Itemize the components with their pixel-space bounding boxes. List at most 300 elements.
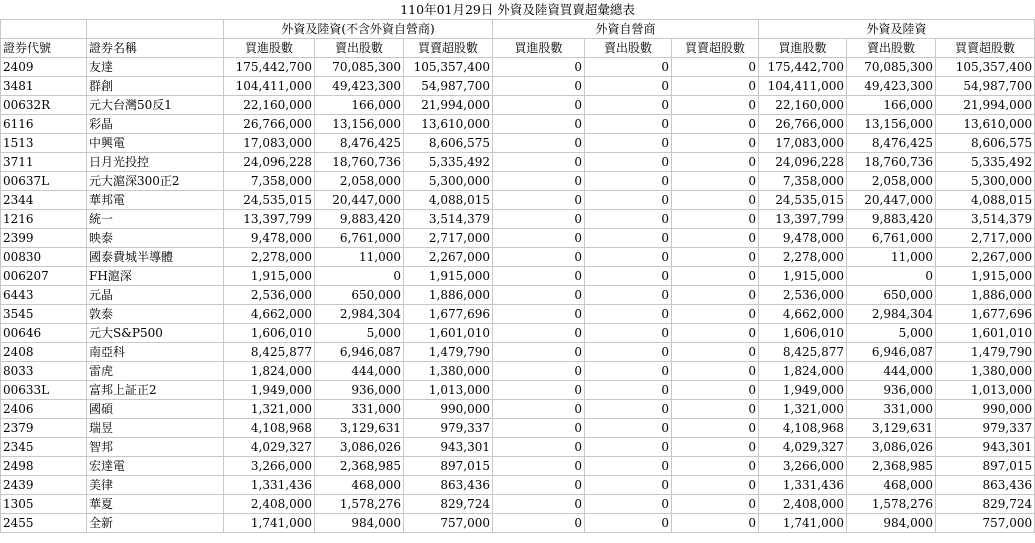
cell-net-foreign-ex-dealer: 829,724 — [404, 495, 493, 514]
cell-name: 宏達電 — [87, 457, 224, 476]
cell-sell-foreign-total: 49,423,300 — [847, 77, 936, 96]
cell-sell-foreign-ex-dealer: 0 — [315, 267, 404, 286]
header-name: 證券名稱 — [87, 39, 224, 58]
cell-sell-foreign-ex-dealer: 166,000 — [315, 96, 404, 115]
cell-buy-foreign-ex-dealer: 1,606,010 — [224, 324, 315, 343]
cell-buy-foreign-dealer: 0 — [493, 58, 585, 77]
cell-sell-foreign-ex-dealer: 8,476,425 — [315, 134, 404, 153]
cell-sell-foreign-ex-dealer: 2,368,985 — [315, 457, 404, 476]
table-row — [1, 286, 1035, 305]
cell-name: 群創 — [87, 77, 224, 96]
cell-sell-foreign-dealer: 0 — [585, 267, 672, 286]
cell-name: 南亞科 — [87, 343, 224, 362]
table-row — [1, 438, 1035, 457]
cell-code: 6443 — [1, 286, 87, 305]
table-row — [1, 77, 1035, 96]
column-header-row — [1, 39, 1035, 58]
table-body — [1, 58, 1035, 533]
cell-name: 富邦上証正2 — [87, 381, 224, 400]
cell-net-foreign-dealer: 0 — [672, 419, 759, 438]
cell-sell-foreign-total: 20,447,000 — [847, 191, 936, 210]
cell-name: 彩晶 — [87, 115, 224, 134]
cell-sell-foreign-dealer: 0 — [585, 305, 672, 324]
cell-buy-foreign-total: 1,741,000 — [759, 514, 847, 533]
cell-name: 中興電 — [87, 134, 224, 153]
cell-net-foreign-dealer: 0 — [672, 77, 759, 96]
cell-sell-foreign-ex-dealer: 20,447,000 — [315, 191, 404, 210]
cell-sell-foreign-dealer: 0 — [585, 172, 672, 191]
cell-code: 8033 — [1, 362, 87, 381]
cell-buy-foreign-ex-dealer: 9,478,000 — [224, 229, 315, 248]
cell-buy-foreign-total: 1,606,010 — [759, 324, 847, 343]
cell-code: 00646 — [1, 324, 87, 343]
cell-net-foreign-total: 3,514,379 — [936, 210, 1035, 229]
cell-code: 2379 — [1, 419, 87, 438]
cell-buy-foreign-total: 9,478,000 — [759, 229, 847, 248]
cell-buy-foreign-ex-dealer: 4,108,968 — [224, 419, 315, 438]
cell-buy-foreign-total: 2,536,000 — [759, 286, 847, 305]
group-foreign-ex-dealer: 外資及陸資(不含外資自營商) — [224, 20, 493, 39]
cell-sell-foreign-dealer: 0 — [585, 229, 672, 248]
cell-buy-foreign-total: 1,824,000 — [759, 362, 847, 381]
cell-buy-foreign-ex-dealer: 175,442,700 — [224, 58, 315, 77]
table-row — [1, 343, 1035, 362]
cell-net-foreign-total: 21,994,000 — [936, 96, 1035, 115]
cell-sell-foreign-ex-dealer: 9,883,420 — [315, 210, 404, 229]
cell-buy-foreign-ex-dealer: 22,160,000 — [224, 96, 315, 115]
cell-net-foreign-dealer: 0 — [672, 153, 759, 172]
cell-name: 統一 — [87, 210, 224, 229]
cell-buy-foreign-total: 22,160,000 — [759, 96, 847, 115]
cell-net-foreign-ex-dealer: 757,000 — [404, 514, 493, 533]
empty-cell — [87, 20, 224, 39]
cell-buy-foreign-dealer: 0 — [493, 419, 585, 438]
cell-net-foreign-ex-dealer: 943,301 — [404, 438, 493, 457]
cell-net-foreign-dealer: 0 — [672, 191, 759, 210]
cell-sell-foreign-total: 11,000 — [847, 248, 936, 267]
cell-code: 1216 — [1, 210, 87, 229]
cell-sell-foreign-dealer: 0 — [585, 514, 672, 533]
cell-buy-foreign-dealer: 0 — [493, 457, 585, 476]
cell-code: 2439 — [1, 476, 87, 495]
cell-buy-foreign-ex-dealer: 24,535,015 — [224, 191, 315, 210]
cell-net-foreign-ex-dealer: 1,013,000 — [404, 381, 493, 400]
cell-sell-foreign-ex-dealer: 2,058,000 — [315, 172, 404, 191]
cell-buy-foreign-total: 24,096,228 — [759, 153, 847, 172]
cell-buy-foreign-ex-dealer: 26,766,000 — [224, 115, 315, 134]
cell-buy-foreign-total: 104,411,000 — [759, 77, 847, 96]
cell-name: 國碩 — [87, 400, 224, 419]
table-row — [1, 58, 1035, 77]
cell-net-foreign-ex-dealer: 3,514,379 — [404, 210, 493, 229]
cell-buy-foreign-dealer: 0 — [493, 153, 585, 172]
cell-code: 2344 — [1, 191, 87, 210]
cell-net-foreign-total: 8,606,575 — [936, 134, 1035, 153]
cell-sell-foreign-dealer: 0 — [585, 248, 672, 267]
cell-code: 2345 — [1, 438, 87, 457]
cell-net-foreign-total: 5,335,492 — [936, 153, 1035, 172]
title-row — [1, 0, 1035, 20]
cell-code: 2409 — [1, 58, 87, 77]
cell-name: 友達 — [87, 58, 224, 77]
cell-net-foreign-ex-dealer: 1,479,790 — [404, 343, 493, 362]
cell-sell-foreign-total: 984,000 — [847, 514, 936, 533]
cell-sell-foreign-dealer: 0 — [585, 191, 672, 210]
cell-sell-foreign-ex-dealer: 6,761,000 — [315, 229, 404, 248]
cell-net-foreign-dealer: 0 — [672, 476, 759, 495]
cell-sell-foreign-total: 18,760,736 — [847, 153, 936, 172]
cell-buy-foreign-dealer: 0 — [493, 286, 585, 305]
cell-buy-foreign-dealer: 0 — [493, 400, 585, 419]
cell-sell-foreign-dealer: 0 — [585, 96, 672, 115]
cell-sell-foreign-total: 0 — [847, 267, 936, 286]
cell-net-foreign-ex-dealer: 21,994,000 — [404, 96, 493, 115]
cell-code: 2408 — [1, 343, 87, 362]
cell-buy-foreign-dealer: 0 — [493, 248, 585, 267]
cell-buy-foreign-dealer: 0 — [493, 115, 585, 134]
cell-name: 元大S&P500 — [87, 324, 224, 343]
cell-name: 全新 — [87, 514, 224, 533]
cell-sell-foreign-ex-dealer: 3,086,026 — [315, 438, 404, 457]
header-buy: 買進股數 — [759, 39, 847, 58]
cell-code: 2399 — [1, 229, 87, 248]
cell-net-foreign-total: 757,000 — [936, 514, 1035, 533]
cell-net-foreign-ex-dealer: 990,000 — [404, 400, 493, 419]
cell-sell-foreign-ex-dealer: 468,000 — [315, 476, 404, 495]
cell-buy-foreign-ex-dealer: 2,408,000 — [224, 495, 315, 514]
header-net: 買賣超股數 — [404, 39, 493, 58]
cell-sell-foreign-total: 468,000 — [847, 476, 936, 495]
cell-code: 00633L — [1, 381, 87, 400]
cell-buy-foreign-ex-dealer: 1,824,000 — [224, 362, 315, 381]
group-foreign-dealer: 外資自營商 — [493, 20, 759, 39]
cell-sell-foreign-dealer: 0 — [585, 381, 672, 400]
cell-net-foreign-dealer: 0 — [672, 134, 759, 153]
cell-buy-foreign-total: 8,425,877 — [759, 343, 847, 362]
cell-sell-foreign-ex-dealer: 13,156,000 — [315, 115, 404, 134]
cell-sell-foreign-total: 2,984,304 — [847, 305, 936, 324]
cell-name: 元晶 — [87, 286, 224, 305]
cell-net-foreign-ex-dealer: 5,335,492 — [404, 153, 493, 172]
cell-sell-foreign-ex-dealer: 5,000 — [315, 324, 404, 343]
table-row — [1, 419, 1035, 438]
cell-sell-foreign-total: 936,000 — [847, 381, 936, 400]
cell-buy-foreign-dealer: 0 — [493, 476, 585, 495]
cell-sell-foreign-dealer: 0 — [585, 419, 672, 438]
table-row — [1, 229, 1035, 248]
cell-net-foreign-total: 943,301 — [936, 438, 1035, 457]
cell-net-foreign-dealer: 0 — [672, 305, 759, 324]
cell-code: 00830 — [1, 248, 87, 267]
cell-net-foreign-ex-dealer: 8,606,575 — [404, 134, 493, 153]
cell-sell-foreign-total: 1,578,276 — [847, 495, 936, 514]
header-buy: 買進股數 — [493, 39, 585, 58]
cell-buy-foreign-total: 3,266,000 — [759, 457, 847, 476]
cell-name: FH滬深 — [87, 267, 224, 286]
cell-sell-foreign-total: 2,058,000 — [847, 172, 936, 191]
cell-buy-foreign-dealer: 0 — [493, 191, 585, 210]
cell-buy-foreign-ex-dealer: 17,083,000 — [224, 134, 315, 153]
cell-buy-foreign-dealer: 0 — [493, 267, 585, 286]
cell-net-foreign-total: 2,267,000 — [936, 248, 1035, 267]
cell-buy-foreign-total: 24,535,015 — [759, 191, 847, 210]
cell-net-foreign-ex-dealer: 105,357,400 — [404, 58, 493, 77]
cell-code: 00637L — [1, 172, 87, 191]
table-row — [1, 457, 1035, 476]
cell-buy-foreign-total: 1,321,000 — [759, 400, 847, 419]
cell-sell-foreign-dealer: 0 — [585, 495, 672, 514]
cell-net-foreign-dealer: 0 — [672, 514, 759, 533]
cell-sell-foreign-dealer: 0 — [585, 210, 672, 229]
table-row — [1, 267, 1035, 286]
cell-buy-foreign-total: 4,108,968 — [759, 419, 847, 438]
cell-sell-foreign-dealer: 0 — [585, 58, 672, 77]
cell-buy-foreign-ex-dealer: 1,741,000 — [224, 514, 315, 533]
header-net: 買賣超股數 — [936, 39, 1035, 58]
cell-code: 2498 — [1, 457, 87, 476]
cell-net-foreign-dealer: 0 — [672, 324, 759, 343]
cell-sell-foreign-dealer: 0 — [585, 286, 672, 305]
cell-sell-foreign-ex-dealer: 2,984,304 — [315, 305, 404, 324]
cell-buy-foreign-dealer: 0 — [493, 134, 585, 153]
cell-buy-foreign-ex-dealer: 1,321,000 — [224, 400, 315, 419]
cell-sell-foreign-ex-dealer: 650,000 — [315, 286, 404, 305]
cell-buy-foreign-ex-dealer: 2,278,000 — [224, 248, 315, 267]
cell-name: 智邦 — [87, 438, 224, 457]
cell-net-foreign-dealer: 0 — [672, 362, 759, 381]
cell-buy-foreign-ex-dealer: 4,662,000 — [224, 305, 315, 324]
cell-code: 2406 — [1, 400, 87, 419]
cell-net-foreign-total: 4,088,015 — [936, 191, 1035, 210]
cell-sell-foreign-dealer: 0 — [585, 457, 672, 476]
table-row — [1, 324, 1035, 343]
cell-net-foreign-total: 1,915,000 — [936, 267, 1035, 286]
cell-net-foreign-dealer: 0 — [672, 210, 759, 229]
cell-sell-foreign-ex-dealer: 1,578,276 — [315, 495, 404, 514]
cell-buy-foreign-dealer: 0 — [493, 514, 585, 533]
cell-buy-foreign-ex-dealer: 24,096,228 — [224, 153, 315, 172]
table-row — [1, 115, 1035, 134]
cell-buy-foreign-total: 17,083,000 — [759, 134, 847, 153]
cell-sell-foreign-total: 3,129,631 — [847, 419, 936, 438]
cell-sell-foreign-ex-dealer: 49,423,300 — [315, 77, 404, 96]
cell-net-foreign-dealer: 0 — [672, 438, 759, 457]
table-row — [1, 362, 1035, 381]
cell-sell-foreign-dealer: 0 — [585, 438, 672, 457]
cell-buy-foreign-total: 26,766,000 — [759, 115, 847, 134]
cell-sell-foreign-dealer: 0 — [585, 134, 672, 153]
cell-buy-foreign-ex-dealer: 7,358,000 — [224, 172, 315, 191]
cell-sell-foreign-total: 166,000 — [847, 96, 936, 115]
cell-net-foreign-total: 105,357,400 — [936, 58, 1035, 77]
cell-sell-foreign-total: 6,761,000 — [847, 229, 936, 248]
page-title: 110年01月29日 外資及陸資買賣超彙總表 — [400, 1, 635, 17]
cell-net-foreign-total: 1,601,010 — [936, 324, 1035, 343]
cell-sell-foreign-total: 331,000 — [847, 400, 936, 419]
header-buy: 買進股數 — [224, 39, 315, 58]
cell-name: 瑞昱 — [87, 419, 224, 438]
cell-buy-foreign-ex-dealer: 1,331,436 — [224, 476, 315, 495]
cell-name: 日月光投控 — [87, 153, 224, 172]
cell-buy-foreign-dealer: 0 — [493, 77, 585, 96]
header-sell: 賣出股數 — [847, 39, 936, 58]
cell-buy-foreign-dealer: 0 — [493, 229, 585, 248]
cell-net-foreign-total: 1,380,000 — [936, 362, 1035, 381]
cell-sell-foreign-dealer: 0 — [585, 362, 672, 381]
cell-buy-foreign-total: 2,278,000 — [759, 248, 847, 267]
cell-net-foreign-total: 829,724 — [936, 495, 1035, 514]
table-row — [1, 191, 1035, 210]
cell-code: 6116 — [1, 115, 87, 134]
cell-sell-foreign-ex-dealer: 6,946,087 — [315, 343, 404, 362]
cell-buy-foreign-dealer: 0 — [493, 495, 585, 514]
cell-sell-foreign-dealer: 0 — [585, 476, 672, 495]
cell-buy-foreign-total: 175,442,700 — [759, 58, 847, 77]
table-row — [1, 153, 1035, 172]
cell-net-foreign-total: 1,677,696 — [936, 305, 1035, 324]
cell-buy-foreign-total: 4,662,000 — [759, 305, 847, 324]
cell-net-foreign-ex-dealer: 1,601,010 — [404, 324, 493, 343]
cell-buy-foreign-dealer: 0 — [493, 210, 585, 229]
table-row — [1, 400, 1035, 419]
cell-buy-foreign-dealer: 0 — [493, 324, 585, 343]
cell-buy-foreign-dealer: 0 — [493, 305, 585, 324]
cell-net-foreign-total: 863,436 — [936, 476, 1035, 495]
cell-net-foreign-total: 1,479,790 — [936, 343, 1035, 362]
cell-sell-foreign-total: 650,000 — [847, 286, 936, 305]
cell-net-foreign-dealer: 0 — [672, 96, 759, 115]
cell-net-foreign-dealer: 0 — [672, 58, 759, 77]
table-row — [1, 476, 1035, 495]
table-row — [1, 134, 1035, 153]
cell-sell-foreign-total: 5,000 — [847, 324, 936, 343]
table-row — [1, 495, 1035, 514]
cell-net-foreign-total: 990,000 — [936, 400, 1035, 419]
cell-name: 美律 — [87, 476, 224, 495]
cell-sell-foreign-dealer: 0 — [585, 324, 672, 343]
header-net: 買賣超股數 — [672, 39, 759, 58]
cell-name: 元大台灣50反1 — [87, 96, 224, 115]
table-row — [1, 305, 1035, 324]
cell-name: 元大滬深300正2 — [87, 172, 224, 191]
cell-net-foreign-total: 1,886,000 — [936, 286, 1035, 305]
cell-code: 1513 — [1, 134, 87, 153]
cell-sell-foreign-ex-dealer: 984,000 — [315, 514, 404, 533]
cell-sell-foreign-ex-dealer: 444,000 — [315, 362, 404, 381]
table-row — [1, 96, 1035, 115]
cell-buy-foreign-dealer: 0 — [493, 362, 585, 381]
group-foreign-total: 外資及陸資 — [759, 20, 1035, 39]
cell-sell-foreign-total: 9,883,420 — [847, 210, 936, 229]
cell-net-foreign-ex-dealer: 1,915,000 — [404, 267, 493, 286]
cell-buy-foreign-dealer: 0 — [493, 96, 585, 115]
cell-name: 國泰費城半導體 — [87, 248, 224, 267]
cell-net-foreign-ex-dealer: 54,987,700 — [404, 77, 493, 96]
cell-net-foreign-total: 897,015 — [936, 457, 1035, 476]
cell-sell-foreign-total: 70,085,300 — [847, 58, 936, 77]
cell-net-foreign-total: 979,337 — [936, 419, 1035, 438]
cell-sell-foreign-ex-dealer: 331,000 — [315, 400, 404, 419]
cell-sell-foreign-total: 3,086,026 — [847, 438, 936, 457]
cell-buy-foreign-total: 1,949,000 — [759, 381, 847, 400]
empty-cell — [1, 20, 87, 39]
cell-buy-foreign-ex-dealer: 1,949,000 — [224, 381, 315, 400]
header-sell: 賣出股數 — [315, 39, 404, 58]
cell-sell-foreign-ex-dealer: 11,000 — [315, 248, 404, 267]
cell-buy-foreign-dealer: 0 — [493, 438, 585, 457]
cell-sell-foreign-dealer: 0 — [585, 77, 672, 96]
table-row — [1, 514, 1035, 533]
cell-net-foreign-dealer: 0 — [672, 229, 759, 248]
cell-net-foreign-ex-dealer: 2,267,000 — [404, 248, 493, 267]
cell-net-foreign-total: 2,717,000 — [936, 229, 1035, 248]
cell-buy-foreign-ex-dealer: 3,266,000 — [224, 457, 315, 476]
cell-buy-foreign-total: 1,915,000 — [759, 267, 847, 286]
cell-sell-foreign-ex-dealer: 936,000 — [315, 381, 404, 400]
cell-buy-foreign-ex-dealer: 2,536,000 — [224, 286, 315, 305]
cell-code: 3545 — [1, 305, 87, 324]
table-row — [1, 248, 1035, 267]
cell-buy-foreign-dealer: 0 — [493, 343, 585, 362]
cell-sell-foreign-total: 444,000 — [847, 362, 936, 381]
table-row — [1, 381, 1035, 400]
cell-buy-foreign-ex-dealer: 4,029,327 — [224, 438, 315, 457]
cell-net-foreign-ex-dealer: 863,436 — [404, 476, 493, 495]
cell-name: 華邦電 — [87, 191, 224, 210]
cell-net-foreign-dealer: 0 — [672, 286, 759, 305]
cell-net-foreign-ex-dealer: 897,015 — [404, 457, 493, 476]
cell-name: 雷虎 — [87, 362, 224, 381]
cell-net-foreign-total: 54,987,700 — [936, 77, 1035, 96]
cell-buy-foreign-dealer: 0 — [493, 381, 585, 400]
cell-net-foreign-dealer: 0 — [672, 495, 759, 514]
cell-net-foreign-ex-dealer: 1,380,000 — [404, 362, 493, 381]
cell-name: 敦泰 — [87, 305, 224, 324]
cell-net-foreign-ex-dealer: 1,677,696 — [404, 305, 493, 324]
table-row — [1, 210, 1035, 229]
cell-name: 映泰 — [87, 229, 224, 248]
header-sell: 賣出股數 — [585, 39, 672, 58]
cell-buy-foreign-dealer: 0 — [493, 172, 585, 191]
cell-buy-foreign-total: 13,397,799 — [759, 210, 847, 229]
cell-code: 2455 — [1, 514, 87, 533]
cell-net-foreign-dealer: 0 — [672, 400, 759, 419]
cell-sell-foreign-dealer: 0 — [585, 343, 672, 362]
cell-net-foreign-dealer: 0 — [672, 115, 759, 134]
cell-code: 00632R — [1, 96, 87, 115]
cell-net-foreign-ex-dealer: 979,337 — [404, 419, 493, 438]
cell-code: 3481 — [1, 77, 87, 96]
cell-net-foreign-ex-dealer: 1,886,000 — [404, 286, 493, 305]
cell-buy-foreign-ex-dealer: 1,915,000 — [224, 267, 315, 286]
cell-sell-foreign-ex-dealer: 18,760,736 — [315, 153, 404, 172]
cell-sell-foreign-ex-dealer: 3,129,631 — [315, 419, 404, 438]
cell-code: 1305 — [1, 495, 87, 514]
header-code: 證券代號 — [1, 39, 87, 58]
cell-buy-foreign-ex-dealer: 8,425,877 — [224, 343, 315, 362]
cell-net-foreign-dealer: 0 — [672, 343, 759, 362]
group-header-row — [1, 20, 1035, 39]
cell-sell-foreign-total: 2,368,985 — [847, 457, 936, 476]
cell-sell-foreign-dealer: 0 — [585, 115, 672, 134]
cell-net-foreign-ex-dealer: 5,300,000 — [404, 172, 493, 191]
cell-buy-foreign-ex-dealer: 13,397,799 — [224, 210, 315, 229]
cell-buy-foreign-total: 2,408,000 — [759, 495, 847, 514]
cell-net-foreign-dealer: 0 — [672, 267, 759, 286]
cell-buy-foreign-ex-dealer: 104,411,000 — [224, 77, 315, 96]
cell-sell-foreign-total: 13,156,000 — [847, 115, 936, 134]
cell-net-foreign-dealer: 0 — [672, 172, 759, 191]
